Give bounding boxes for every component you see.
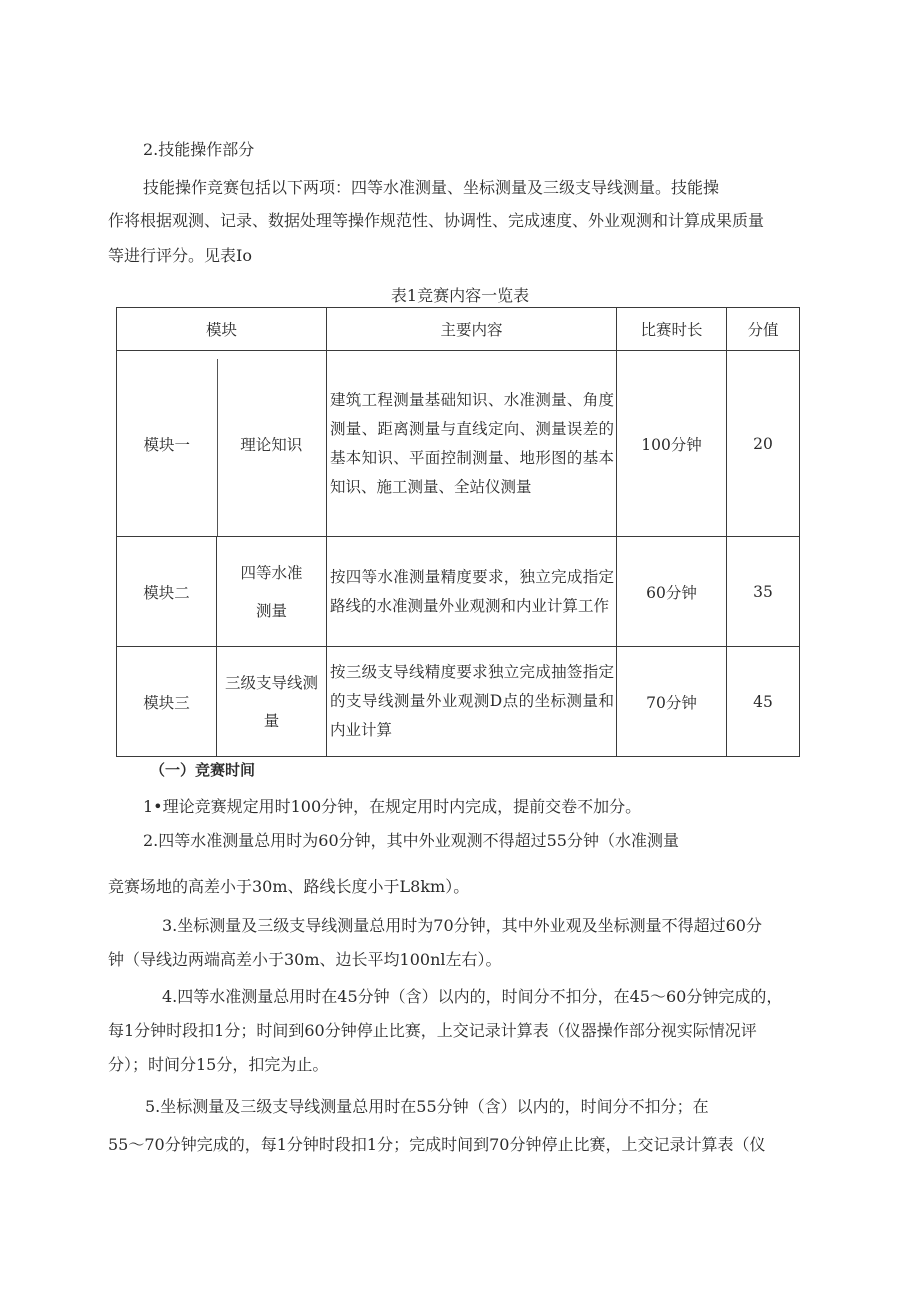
table-row (117, 647, 800, 757)
time-p4-line2: 每1分钟时段扣1分；时间到60分钟停止比赛，上交记录计算表（仪器操作部分视实际情况评 (108, 1021, 757, 1040)
row1-duration: 100分钟 (617, 351, 727, 537)
table-caption: 表1竞赛内容一览表 (390, 286, 530, 305)
section-heading: 2.技能操作部分 (143, 140, 255, 159)
row1-topic: 理论知识 (240, 435, 303, 454)
row3-score: 45 (727, 647, 800, 757)
time-p3-line2: 钟（导线边两端高差小于30m、边长平均100nl左右）。 (108, 950, 502, 969)
row3-duration: 70分钟 (617, 647, 727, 757)
time-p4-line3: 分）；时间分15分，扣完为止。 (108, 1055, 329, 1074)
row1-module: 模块一 (117, 351, 217, 537)
time-p5-line1: 5.坐标测量及三级支导线测量总用时在55分钟（含）以内的，时间分不扣分；在 (145, 1097, 709, 1116)
row1-divider (217, 359, 218, 536)
row3-topic-line1: 三级支导线测 (225, 673, 319, 692)
competition-table (116, 307, 800, 757)
row3-content: 按三级支导线精度要求独立完成抽签指定的支导线测量外业观测D点的坐标测量和内业计算 (327, 647, 617, 757)
time-heading: （一）竞赛时间 (150, 761, 256, 779)
row2-topic (217, 537, 327, 647)
row2-duration: 60分钟 (617, 537, 727, 647)
row1-score: 20 (727, 351, 800, 537)
row2-score: 35 (727, 537, 800, 647)
row2-topic-line1: 四等水准 (240, 563, 303, 582)
time-p2-line1: 2.四等水准测量总用时为60分钟，其中外业观测不得超过55分钟（水准测量 (143, 831, 679, 850)
time-p1: 1•理论竞赛规定用时100分钟，在规定用时内完成，提前交卷不加分。 (143, 797, 642, 816)
row3-topic (217, 647, 327, 757)
table-header-row (117, 308, 800, 351)
row1-content: 建筑工程测量基础知识、水准测量、角度测量、距离测量与直线定向、测量误差的基本知识、平面控制测量、地形图的基本知识、施工测量、全站仪测量 (327, 351, 617, 537)
row1-topic-cell (217, 351, 327, 537)
table-row (117, 537, 800, 647)
intro-line-2: 作将根据观测、记录、数据处理等操作规范性、协调性、完成速度、外业观测和计算成果质量 (108, 211, 765, 230)
intro-line-3: 等进行评分。见表Io (108, 246, 252, 265)
time-p5-line2: 55～70分钟完成的，每1分钟时段扣1分；完成时间到70分钟停止比赛，上交记录计算表（仪 (108, 1135, 766, 1154)
table-row (117, 351, 800, 537)
time-p4-line1: 4.四等水准测量总用时在45分钟（含）以内的，时间分不扣分，在45～60分钟完成的， (162, 987, 783, 1006)
row2-topic-line2: 测量 (256, 601, 288, 620)
header-score: 分值 (727, 308, 800, 351)
header-content: 主要内容 (327, 308, 617, 351)
row2-content: 按四等水准测量精度要求，独立完成指定路线的水准测量外业观测和内业计算工作 (327, 537, 617, 647)
header-module: 模块 (117, 308, 327, 351)
row3-module: 模块三 (117, 647, 217, 757)
row3-topic-line2: 量 (263, 711, 280, 730)
time-p2-line2: 竞赛场地的高差小于30m、路线长度小于L8km）。 (108, 877, 470, 896)
row2-module: 模块二 (117, 537, 217, 647)
intro-line-1: 技能操作竞赛包括以下两项：四等水准测量、坐标测量及三级支导线测量。技能操 (143, 178, 720, 197)
time-p3-line1: 3.坐标测量及三级支导线测量总用时为70分钟，其中外业观及坐标测量不得超过60分 (162, 916, 762, 935)
header-duration: 比赛时长 (617, 308, 727, 351)
